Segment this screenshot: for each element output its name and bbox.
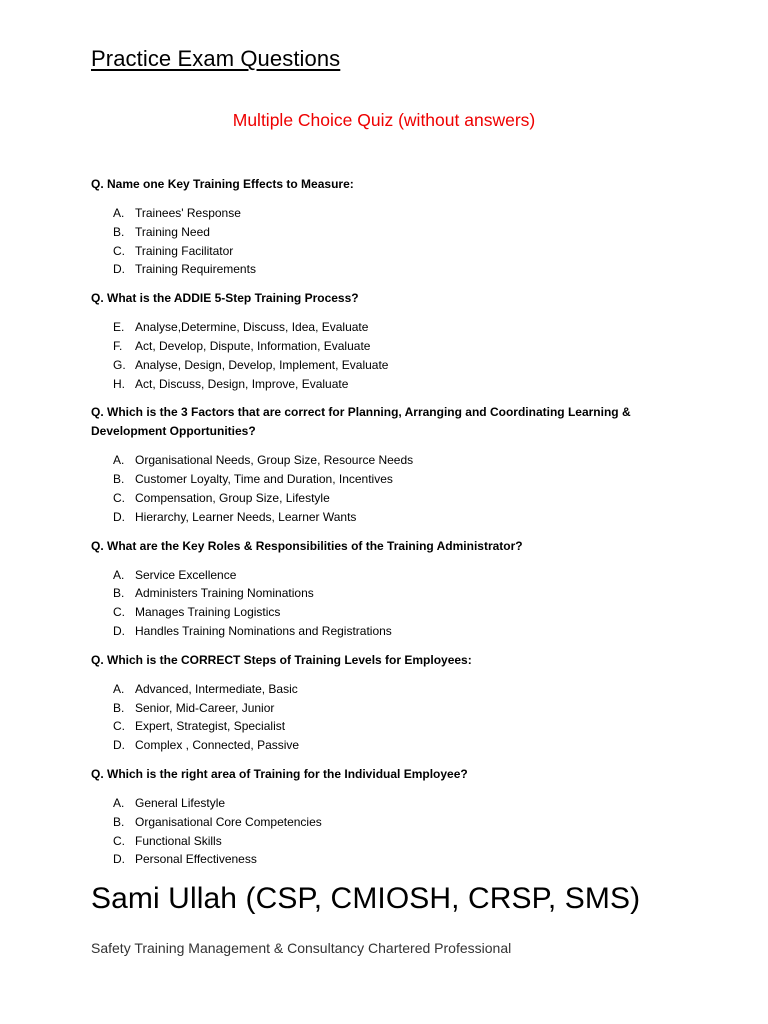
answer-option [91, 699, 651, 718]
question-block [91, 403, 651, 526]
option-letter: A. [113, 453, 125, 468]
answer-option [91, 717, 651, 736]
answer-option [91, 622, 651, 641]
question-block [91, 765, 651, 869]
question-spacer [91, 641, 651, 651]
option-letter: D. [113, 262, 125, 277]
answer-option [91, 375, 651, 394]
option-text: Act, Discuss, Design, Improve, Evaluate [135, 376, 349, 391]
option-text: Act, Develop, Dispute, Information, Evaluate [135, 338, 371, 353]
answer-option [91, 680, 651, 699]
answer-option [91, 318, 651, 337]
answer-option [91, 736, 651, 755]
answer-option [91, 584, 651, 603]
option-letter: D. [113, 623, 125, 638]
option-list [91, 680, 651, 755]
option-text: Manages Training Logistics [135, 605, 281, 620]
question-text: Q. What is the ADDIE 5-Step Training Process? [91, 291, 359, 306]
option-letter: E. [113, 320, 125, 335]
answer-option [91, 850, 651, 869]
option-list [91, 451, 651, 526]
document-subtitle: Multiple Choice Quiz (without answers) [232, 110, 536, 130]
option-text: Administers Training Nominations [135, 586, 314, 601]
option-text: Service Excellence [135, 567, 237, 582]
question-spacer [91, 527, 651, 537]
question-spacer [91, 393, 651, 403]
answer-option [91, 566, 651, 585]
question-spacer [91, 279, 651, 289]
option-text: Compensation, Group Size, Lifestyle [135, 490, 330, 505]
option-text: Training Requirements [135, 262, 256, 277]
answer-option [91, 260, 651, 279]
option-letter: B. [113, 472, 125, 487]
option-text: Organisational Core Competencies [135, 814, 322, 829]
option-letter: C. [113, 243, 125, 258]
option-text: Customer Loyalty, Time and Duration, Incentives [135, 472, 393, 487]
answer-option [91, 337, 651, 356]
option-letter: D. [113, 852, 125, 867]
option-letter: F. [113, 338, 123, 353]
option-letter: G. [113, 357, 126, 372]
answer-option [91, 242, 651, 261]
option-letter: B. [113, 586, 125, 601]
question-text: Q. Name one Key Training Effects to Measure: [91, 177, 354, 191]
option-letter: B. [113, 700, 125, 715]
question-text: Q. Which is the 3 Factors that are correct for Planning, Arranging and Coordinating Learning & Development Opportunities? [91, 405, 631, 439]
answer-option [91, 508, 651, 527]
option-letter: A. [113, 795, 125, 810]
option-letter: A. [113, 681, 125, 696]
question-text: Q. What are the Key Roles & Responsibilities of the Training Administrator? [91, 538, 523, 553]
question-block [91, 537, 651, 641]
question-spacer [91, 755, 651, 765]
option-text: Handles Training Nominations and Registrations [135, 623, 392, 638]
answer-option [91, 356, 651, 375]
option-list [91, 204, 651, 279]
option-text: Hierarchy, Learner Needs, Learner Wants [135, 509, 357, 524]
option-text: Training Need [135, 224, 210, 239]
option-letter: C. [113, 605, 125, 620]
answer-option [91, 223, 651, 242]
option-letter: B. [113, 814, 125, 829]
option-text: Expert, Strategist, Specialist [135, 719, 286, 734]
answer-option [91, 794, 651, 813]
answer-option [91, 813, 651, 832]
answer-option [91, 451, 651, 470]
option-text: Personal Effectiveness [135, 852, 257, 867]
question-block [91, 175, 651, 279]
option-list [91, 794, 651, 869]
option-list [91, 566, 651, 641]
option-letter: C. [113, 833, 125, 848]
option-letter: D. [113, 509, 125, 524]
option-text: Analyse,Determine, Discuss, Idea, Evaluate [135, 320, 369, 335]
option-letter: C. [113, 719, 125, 734]
answer-option [91, 603, 651, 622]
question-text: Q. Which is the CORRECT Steps of Training Levels for Employees: [91, 652, 472, 667]
option-letter: A. [113, 206, 125, 220]
option-letter: B. [113, 224, 125, 239]
option-text: Organisational Needs, Group Size, Resource Needs [135, 453, 414, 468]
option-letter: A. [113, 567, 125, 582]
option-text: Advanced, Intermediate, Basic [135, 681, 298, 696]
option-letter: D. [113, 738, 125, 753]
question-block [91, 651, 651, 755]
question-block [91, 289, 651, 393]
answer-option [91, 489, 651, 508]
answer-option [91, 832, 651, 851]
answer-option [91, 470, 651, 489]
option-text: Trainees' Response [135, 206, 241, 220]
author-name: Sami Ullah (CSP, CMIOSH, CRSP, SMS) [91, 882, 641, 915]
option-letter: H. [113, 376, 125, 391]
question-text: Q. Which is the right area of Training for the Individual Employee? [91, 766, 468, 781]
question-list [91, 175, 651, 869]
option-text: Complex , Connected, Passive [135, 738, 300, 753]
document-title: Practice Exam Questions [91, 46, 341, 71]
answer-option [91, 204, 651, 223]
option-list [91, 318, 651, 393]
option-text: Functional Skills [135, 833, 222, 848]
option-letter: C. [113, 490, 125, 505]
option-text: Training Facilitator [135, 243, 234, 258]
option-text: General Lifestyle [135, 795, 226, 810]
option-text: Senior, Mid-Career, Junior [135, 700, 275, 715]
author-tagline: Safety Training Management & Consultancy Chartered Professional [91, 940, 512, 956]
option-text: Analyse, Design, Develop, Implement, Evaluate [135, 357, 389, 372]
